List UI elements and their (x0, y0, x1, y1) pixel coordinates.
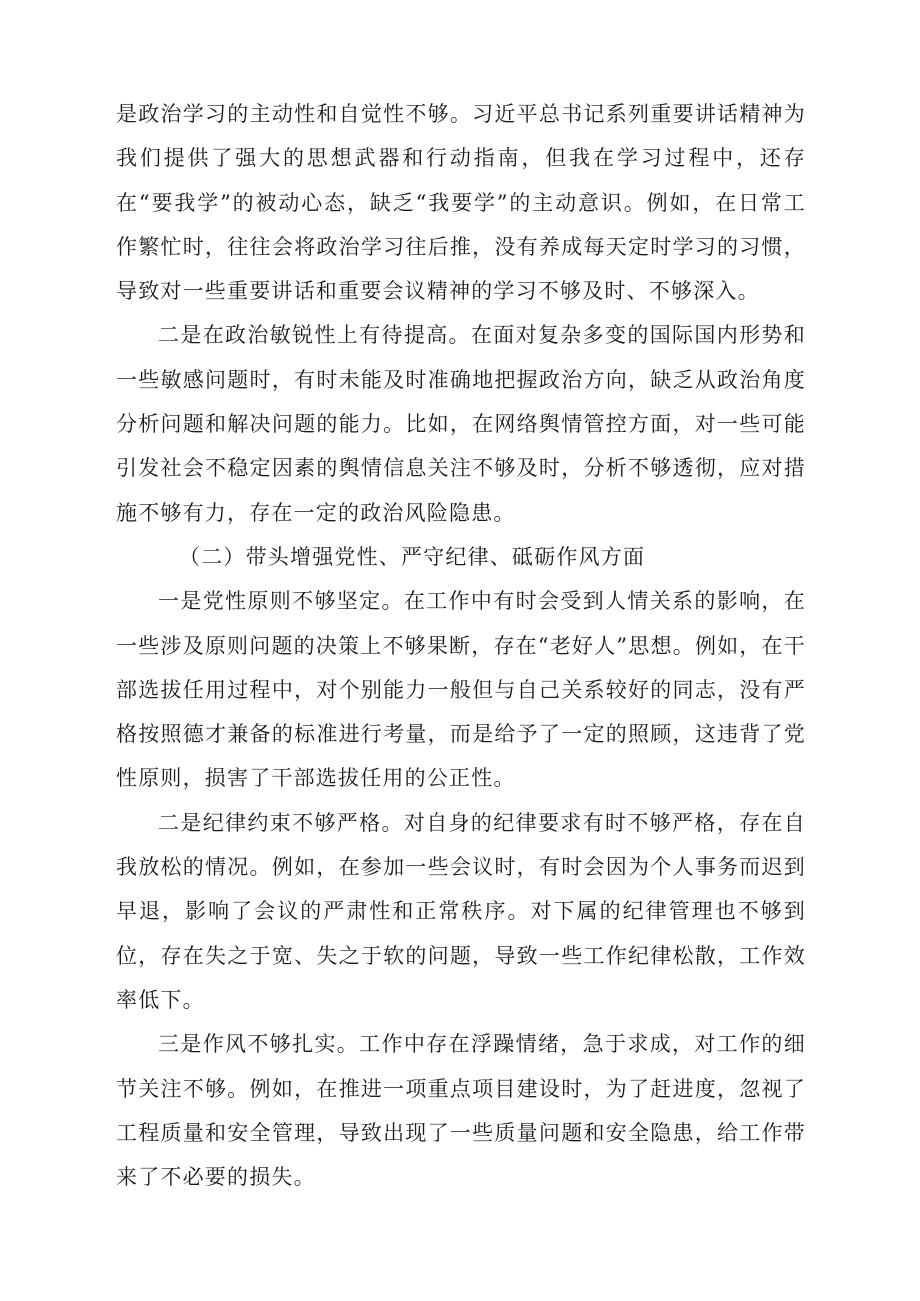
paragraph-work-style: 三是作风不够扎实。工作中存在浮躁情绪，急于求成，对工作的细节关注不够。例如，在推进一项重点项目建设时，为了赶进度，忽视了工程质量和安全管理，导致出现了一些质量问题和安全隐患，给工作带来了不必要的损失。 (116, 1032, 806, 1190)
paragraph-political-study: 是政治学习的主动性和自觉性不够。习近平总书记系列重要讲话精神为我们提供了强大的思想武器和行动指南，但我在学习过程中，还存在“要我学”的被动心态，缺乏“我要学”的主动意识。例如，在日常工作繁忙时，往往会将政治学习往后推，没有养成每天定时学习的习惯，导致对一些重要讲话和重要会议精神的学习不够及时、不够深入。 (116, 102, 806, 304)
section-heading-party-discipline: （二）带头增强党性、严守纪律、砥砺作风方面 (179, 544, 646, 569)
paragraph-discipline: 二是纪律约束不够严格。对自身的纪律要求有时不够严格，存在自我放松的情况。例如，在参加一些会议时，有时会因为个人事务而迟到早退，影响了会议的严肃性和正常秩序。对下属的纪律管理也不够到位，存在失之于宽、失之于软的问题，导致一些工作纪律松散，工作效率低下。 (116, 810, 806, 1012)
document-body (116, 92, 806, 1199)
paragraph-political-sensitivity: 二是在政治敏锐性上有待提高。在面对复杂多变的国际国内形势和一些敏感问题时，有时未能及时准确地把握政治方向，缺乏从政治角度分析问题和解决问题的能力。比如，在网络舆情管控方面，对一些可能引发社会不稳定因素的舆情信息关注不够及时，分析不够透彻，应对措施不够有力，存在一定的政治风险隐患。 (116, 323, 806, 525)
paragraph-party-principle: 一是党性原则不够坚定。在工作中有时会受到人情关系的影响，在一些涉及原则问题的决策上不够果断，存在“老好人”思想。例如，在干部选拔任用过程中，对个别能力一般但与自己关系较好的同志，没有严格按照德才兼备的标准进行考量，而是给予了一定的照顾，这违背了党性原则，损害了干部选拔任用的公正性。 (116, 589, 806, 791)
